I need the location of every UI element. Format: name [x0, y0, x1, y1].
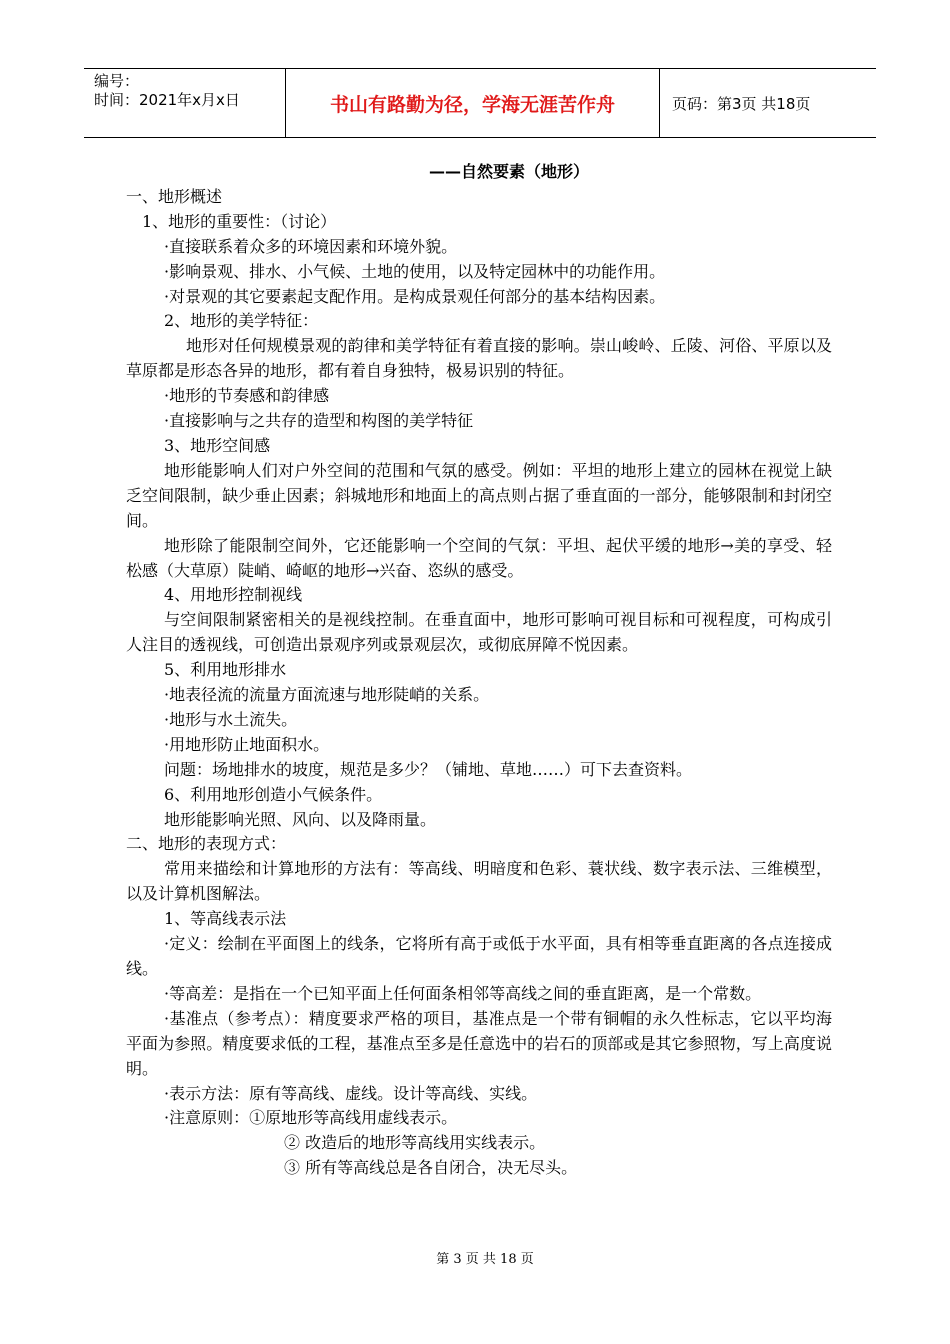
- number-label: 编号：: [94, 72, 140, 90]
- heading-representation: 二、地形的表现方式：: [126, 834, 287, 854]
- paragraph: 常用来描绘和计算地形的方法有：等高线、明暗度和色彩、蓑状线、数字表示法、三维模型，以及计算机图解法。: [126, 859, 832, 904]
- paragraph: 地形能影响人们对户外空间的范围和气氛的感受。例如：平坦的地形上建立的园林在视觉上缺乏空间限制，缺少垂止因素；斜城地形和地面上的高点则占据了垂直面的一部分，能够限制和封闭空间。: [126, 460, 832, 530]
- bullet-paragraph: ·基准点（参考点）：精度要求严格的项目，基准点是一个带有铜帽的永久性标志，它以平均海平面为参照。精度要求低的工程，基准点至多是任意选中的岩石的顶部或是其它参照物，写上高度说明。: [126, 1008, 832, 1078]
- numbered-principle: ② 改造后的地形等高线用实线表示。: [284, 1133, 546, 1153]
- header-motto: 书山有路勤为径，学海无涯苦作舟: [286, 69, 660, 137]
- bullet-item: ·用地形防止地面积水。: [164, 734, 330, 754]
- header-page-label: 页码：第3页 共18页: [672, 94, 811, 113]
- subheading: 5、利用地形排水: [164, 660, 287, 680]
- bullet-item: ·地形的节奏感和韵律感: [164, 386, 330, 406]
- bullet-item: ·直接影响与之共存的造型和构图的美学特征: [164, 411, 474, 431]
- subheading: 4、用地形控制视线: [164, 585, 303, 605]
- subheading: 6、利用地形创造小气候条件。: [164, 784, 383, 804]
- bullet-item: ·直接联系着众多的环境因素和环境外貌。: [164, 236, 458, 256]
- question-line: 问题：场地排水的坡度，规范是多少？（铺地、草地……）可下去查资料。: [164, 759, 693, 779]
- bullet-item: ·注意原则：①原地形等高线用虚线表示。: [164, 1108, 458, 1128]
- subheading: 3、地形空间感: [164, 435, 271, 455]
- section-title: ——自然要素（地形）: [428, 162, 589, 181]
- subheading: 1、等高线表示法: [164, 909, 287, 929]
- page-footer: 第 3 页 共 18 页: [436, 1252, 534, 1267]
- subheading: 1、地形的重要性：（讨论）: [142, 211, 337, 231]
- heading-overview: 一、地形概述: [126, 186, 223, 206]
- page-header: [84, 68, 876, 138]
- bullet-item: ·地形与水土流失。: [164, 709, 298, 729]
- paragraph: 地形能影响光照、风向、以及降雨量。: [164, 809, 437, 829]
- bullet-item: ·表示方法：原有等高线、虚线。设计等高线、实线。: [164, 1083, 538, 1103]
- document-body: [126, 160, 832, 1181]
- bullet-item: ·地表径流的流量方面流速与地形陡峭的关系。: [164, 685, 490, 705]
- paragraph: 地形除了能限制空间外，它还能影响一个空间的气氛：平坦、起伏平缓的地形→美的享受、轻松感（大草原）陡峭、崎岖的地形→兴奋、恣纵的感受。: [126, 535, 832, 580]
- bullet-item: ·对景观的其它要素起支配作用。是构成景观任何部分的基本结构因素。: [164, 286, 666, 306]
- bullet-paragraph: ·定义：绘制在平面图上的线条，它将所有高于或低于水平面，具有相等垂直距离的各点连接成线。: [126, 934, 832, 978]
- time-label: 时间：2021年x月x日: [94, 91, 240, 109]
- bullet-item: ·影响景观、排水、小气候、土地的使用，以及特定园林中的功能作用。: [164, 261, 666, 281]
- paragraph: 地形对任何规模景观的韵律和美学特征有着直接的影响。崇山峻岭、丘陵、河俗、平原以及草原都是形态各异的地形，都有着自身独特，极易识别的特征。: [126, 336, 832, 381]
- numbered-principle: ③ 所有等高线总是各自闭合，决无尽头。: [284, 1158, 578, 1178]
- header-meta: [84, 69, 286, 137]
- bullet-paragraph: ·等高差：是指在一个已知平面上任何面条相邻等高线之间的垂直距离，是一个常数。: [164, 983, 762, 1003]
- subheading: 2、地形的美学特征：: [164, 311, 319, 331]
- paragraph: 与空间限制紧密相关的是视线控制。在垂直面中，地形可影响可视目标和可视程度，可构成引人注目的透视线，可创造出景观序列或景观层次，或彻底屏障不悦因素。: [126, 610, 832, 655]
